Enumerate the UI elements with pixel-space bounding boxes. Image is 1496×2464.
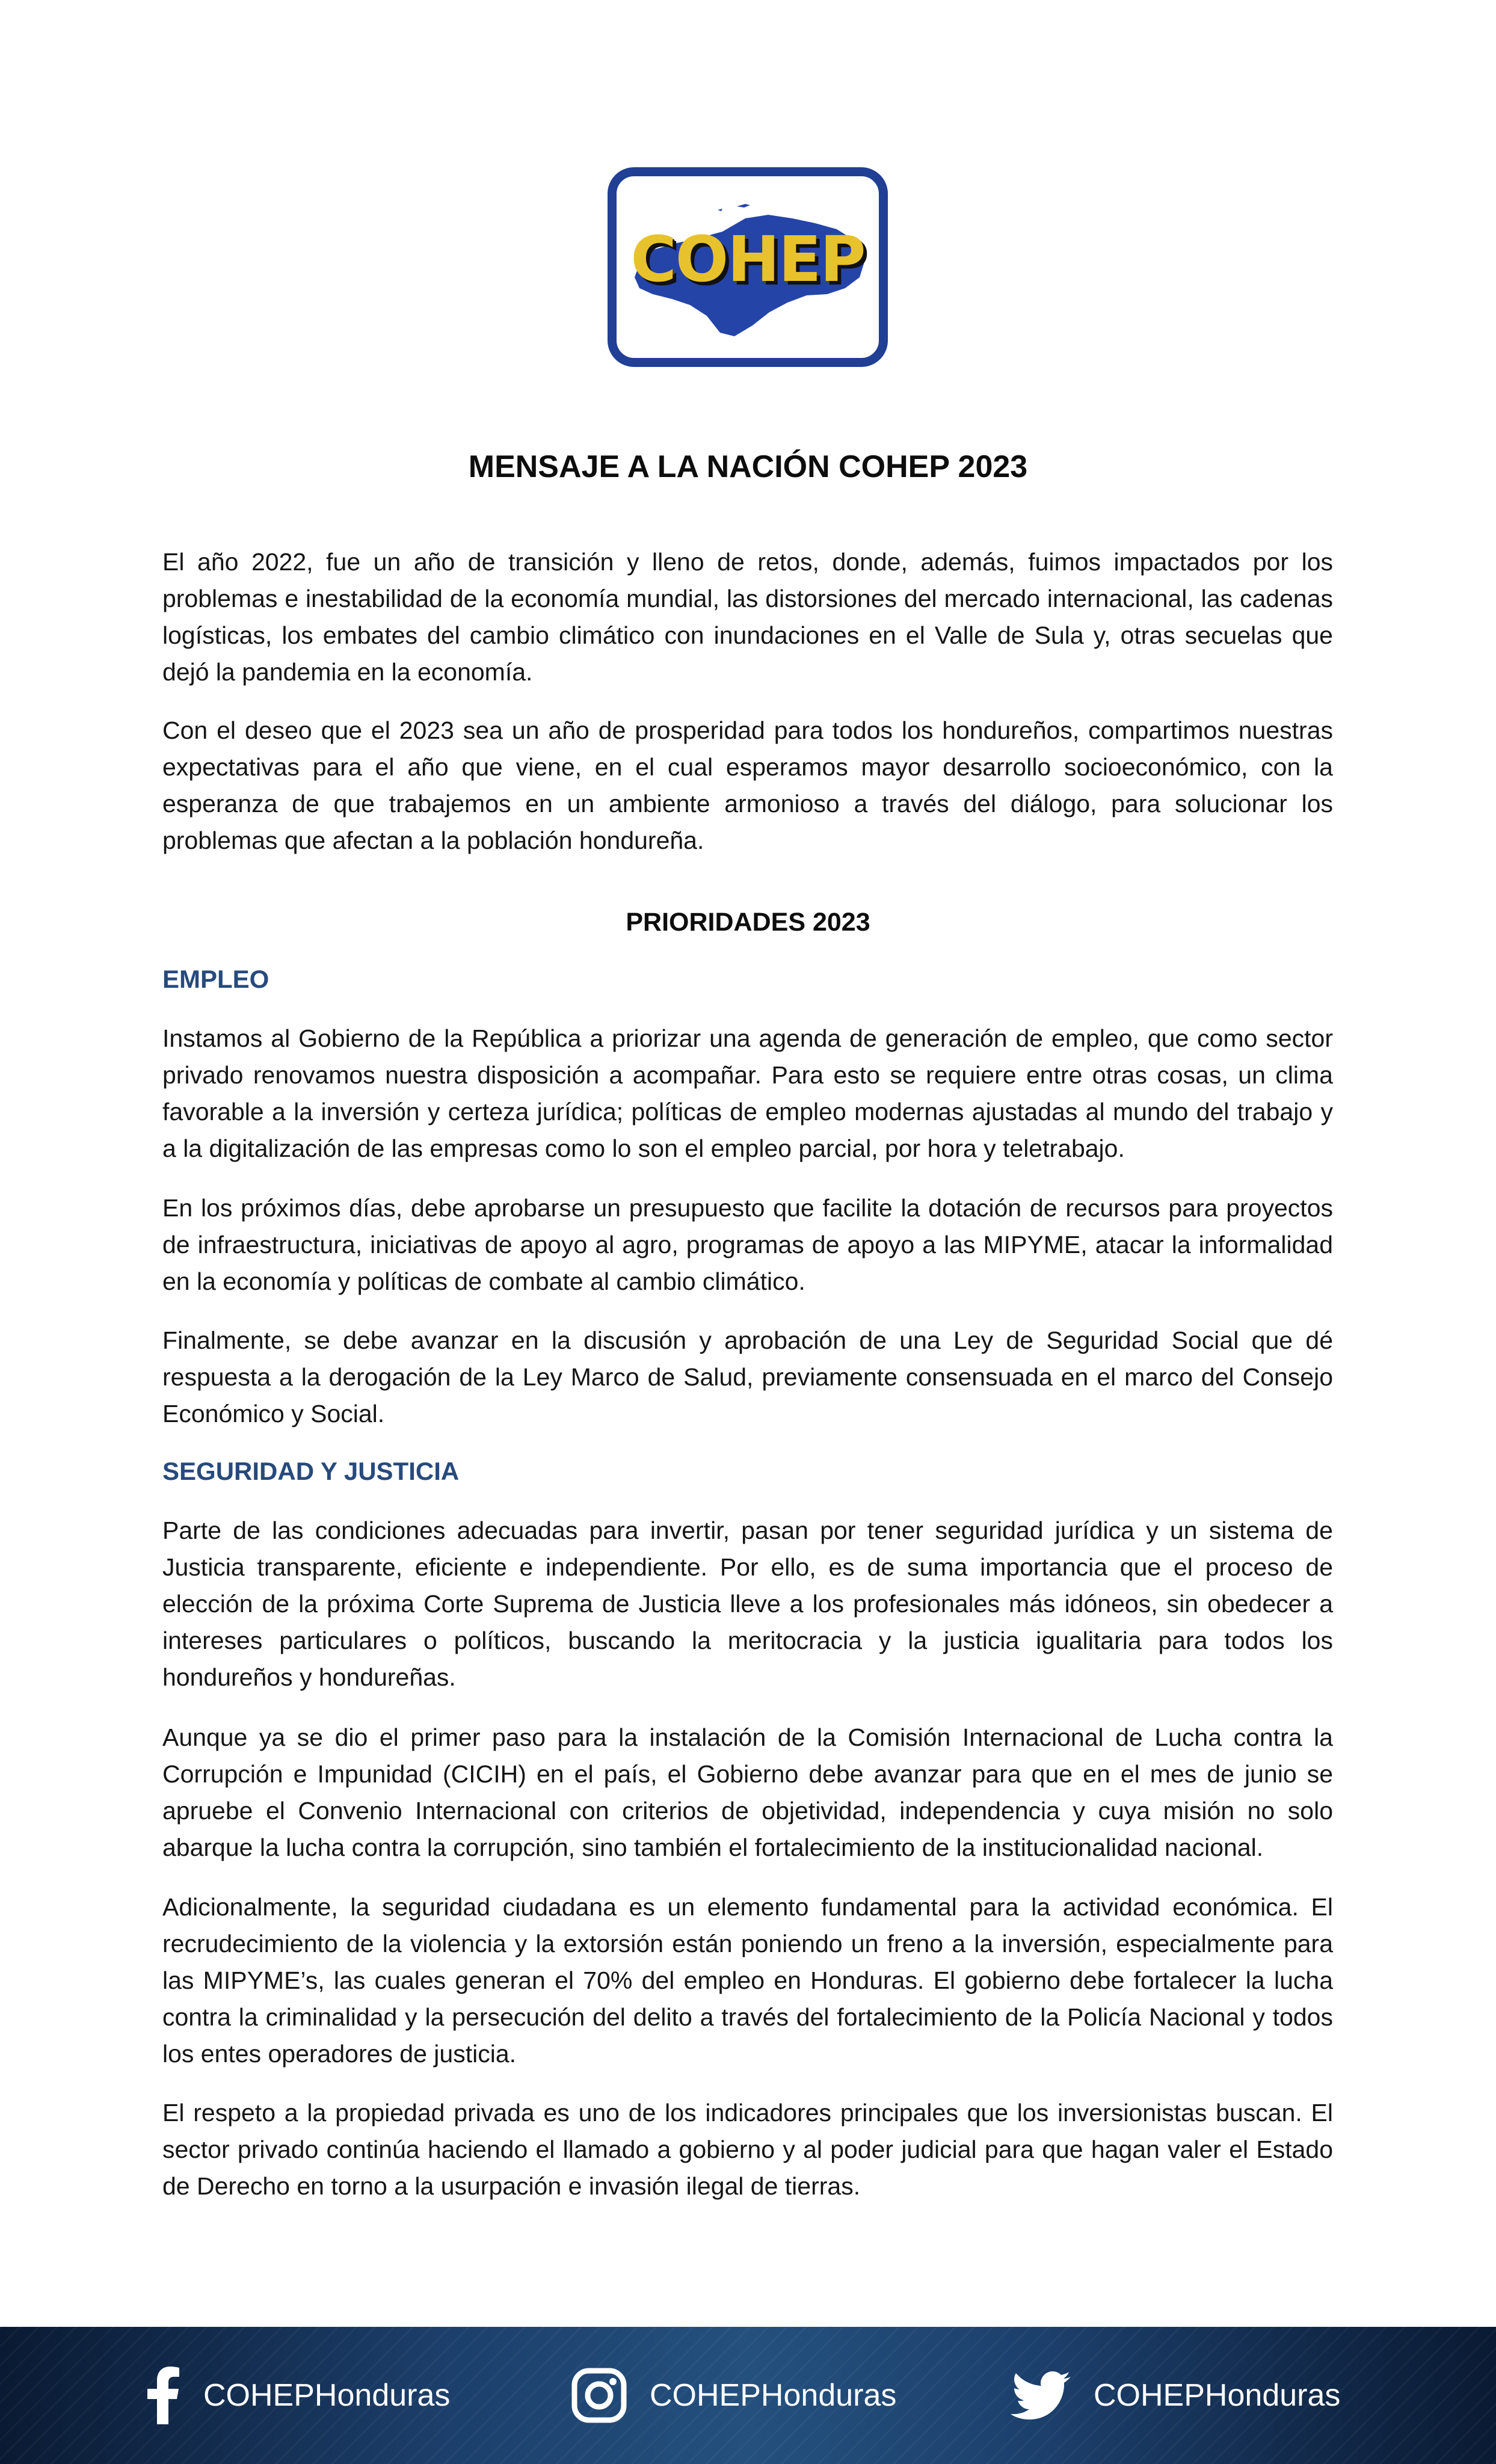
section-heading-empleo: EMPLEO: [162, 965, 269, 993]
social-handle: COHEPHonduras: [203, 2378, 451, 2413]
cohep-logo: [608, 167, 888, 367]
social-footer: [0, 2327, 1496, 2464]
section-paragraph: Instamos al Gobierno de la República a priorizar una agenda de generación de empleo, que como sector privado renovamos nuestra disposición a acompañar. Para esto se requiere entre otras cosas, un clima favorable a la inversión y certeza jurídica; políticas de empleo modernas ajustadas al mundo del trabajo y a la digitalización de las empresas como lo son el empleo parcial, por hora y teletrabajo.: [162, 1024, 1333, 1162]
social-handle: COHEPHonduras: [650, 2378, 897, 2413]
priorities-title: PRIORIDADES 2023: [626, 908, 870, 937]
social-link-facebook[interactable]: [144, 2327, 450, 2464]
facebook-icon: [144, 2367, 180, 2424]
section-paragraph: Aunque ya se dio el primer paso para la instalación de la Comisión Internacional de Lucha contra la Corrupción e Impunidad (CICIH) en el país, el Gobierno debe avanzar para que en el mes de junio se apruebe el Convenio Internacional con criterios de objetividad, independencia y cuya misión no solo abarque la lucha contra la corrupción, sino también el fortalecimiento de la institucionalidad nacional.: [162, 1723, 1333, 1861]
twitter-icon: [1011, 2371, 1071, 2420]
social-handle: COHEPHonduras: [1094, 2378, 1341, 2413]
section-paragraph: En los próximos días, debe aprobarse un presupuesto que facilite la dotación de recursos para proyectos de infraestructura, iniciativas de apoyo al agro, programas de apoyo a las MIPYME, atacar la informalidad en la economía y políticas de combate al cambio climático.: [162, 1194, 1333, 1295]
section-paragraph: Adicionalmente, la seguridad ciudadana es un elemento fundamental para la actividad económica. El recrudecimiento de la violencia y la extorsión están poniendo un freno a la inversión, especialmente para las MIPYME’s, las cuales generan el 70% del empleo en Honduras. El gobierno debe fortalecer la lucha contra la criminalidad y la persecución del delito a través del fortalecimiento de la Policía Nacional y todos los entes operadores de justicia.: [162, 1893, 1333, 2068]
intro-paragraph: El año 2022, fue un año de transición y lleno de retos, donde, además, fuimos impactados por los problemas e inestabilidad de la economía mundial, las distorsiones del mercado internacional, las cadenas logísticas, los embates del cambio climático con inundaciones en el Valle de Sula y, otras secuelas que dejó la pandemia en la economía.: [162, 548, 1333, 686]
section-heading-seguridad-justicia: SEGURIDAD Y JUSTICIA: [162, 1457, 460, 1485]
logo-wordmark: COHEP: [630, 223, 865, 296]
intro-paragraph: Con el deseo que el 2023 sea un año de prosperidad para todos los hondureños, compartimos nuestras expectativas para el año que viene, en el cual esperamos mayor desarrollo socioeconómico, con la esperanza de que trabajemos en un ambiente armonioso a través del diálogo, para solucionar los problemas que afectan a la población hondureña.: [162, 716, 1333, 854]
section-paragraph: El respeto a la propiedad privada es uno de los indicadores principales que los inversionistas buscan. El sector privado continúa haciendo el llamado a gobierno y al poder judicial para que hagan valer el Estado de Derecho en torno a la usurpación e invasión ilegal de tierras.: [162, 2099, 1333, 2200]
instagram-icon: [571, 2368, 627, 2423]
social-link-instagram[interactable]: [571, 2327, 896, 2464]
section-paragraph: Parte de las condiciones adecuadas para invertir, pasan por tener seguridad jurídica y un sistema de Justicia transparente, eficiente e independiente. Por ello, es de suma importancia que el proceso de elección de la próxima Corte Suprema de Justicia lleve a los profesionales más idóneos, sin obedecer a intereses particulares o políticos, buscando la meritocracia y la justicia igualitaria para todos los hondureños y hondureñas.: [162, 1517, 1333, 1691]
section-paragraph: Finalmente, se debe avanzar en la discusión y aprobación de una Ley de Seguridad Social que dé respuesta a la derogación de la Ley Marco de Salud, previamente consensuada en el marco del Consejo Económico y Social.: [162, 1326, 1333, 1428]
social-link-twitter[interactable]: [1011, 2327, 1340, 2464]
page-title: MENSAJE A LA NACIÓN COHEP 2023: [468, 449, 1028, 484]
